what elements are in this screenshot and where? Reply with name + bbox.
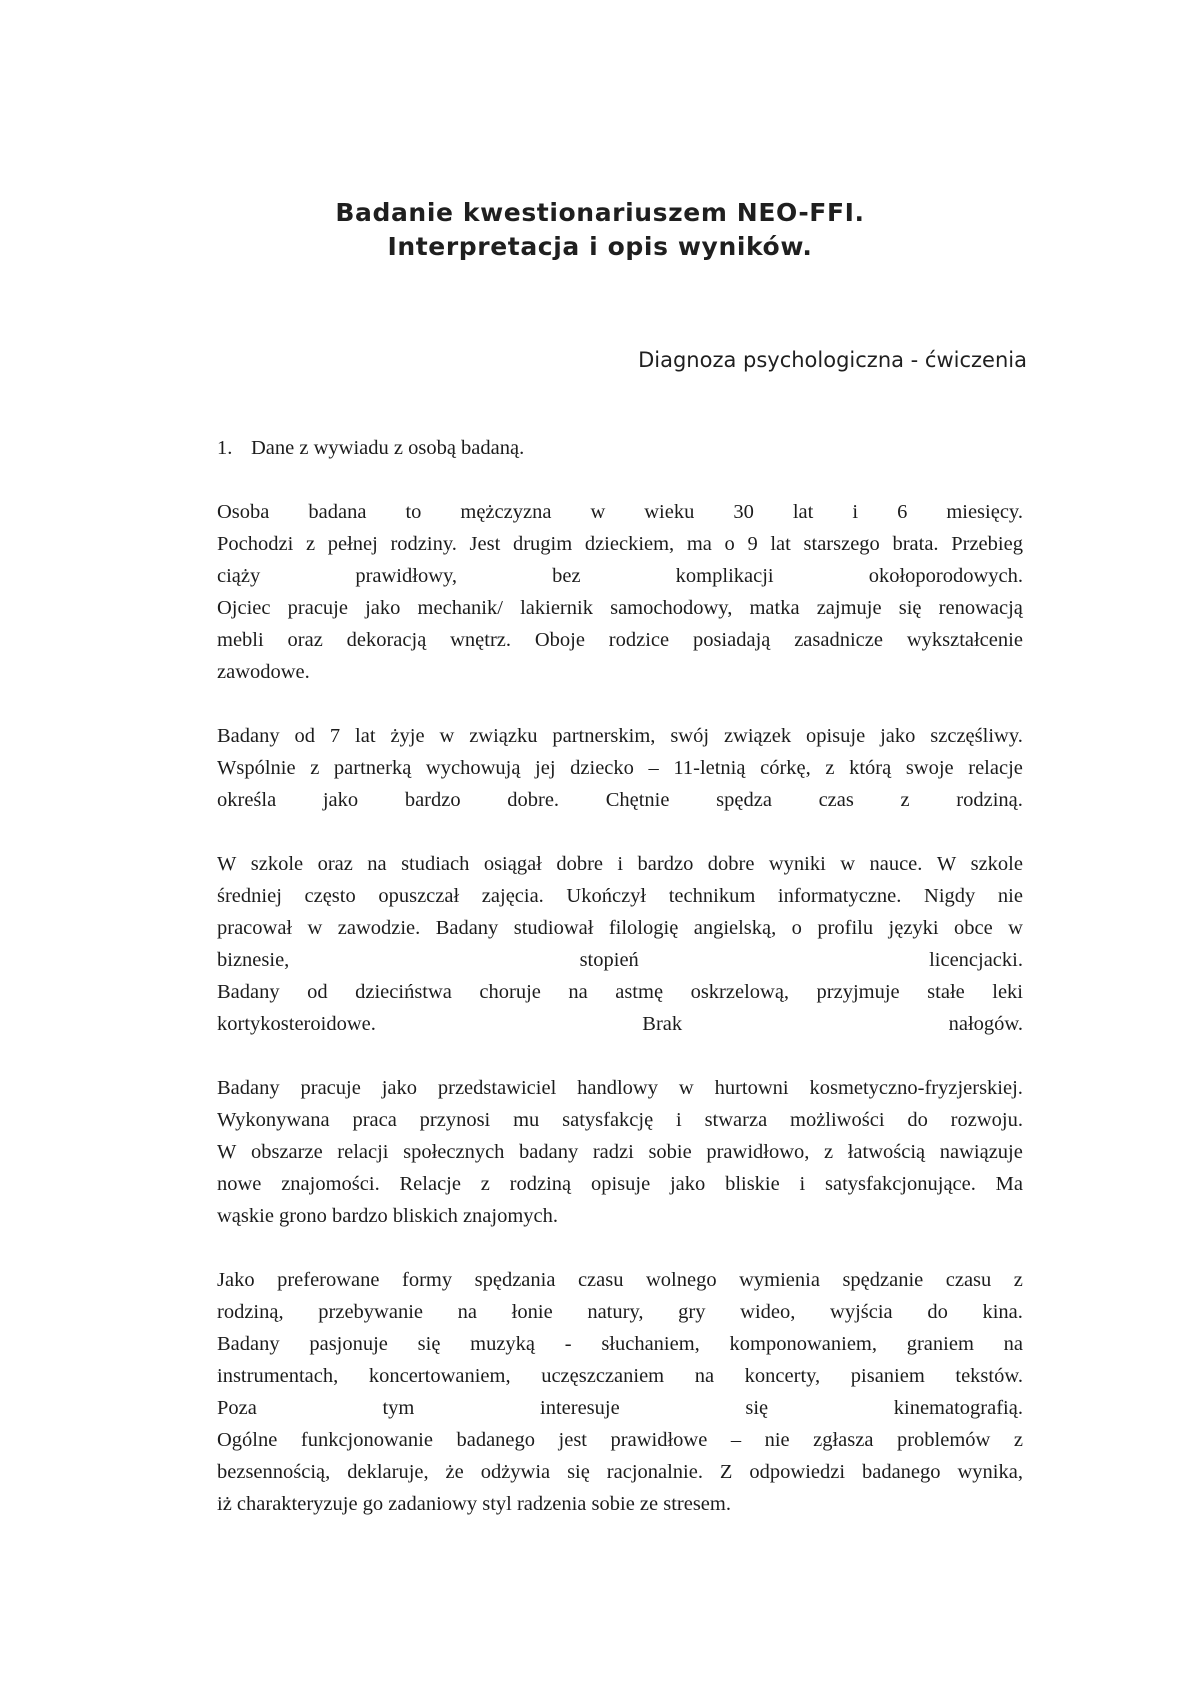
text-line: rodziną, przebywanie na łonie natury, gry wideo, wyjścia do kina.	[217, 1301, 1023, 1323]
paragraph	[217, 1264, 1023, 1520]
text-line: Pochodzi z pełnej rodziny. Jest drugim dzieckiem, ma o 9 lat starszego brata. Przebieg	[217, 533, 1023, 555]
text-line: wąskie grono bardzo bliskich znajomych.	[217, 1205, 559, 1227]
text-line: instrumentach, koncertowaniem, uczęszczaniem na koncerty, pisaniem tekstów.	[217, 1365, 1023, 1387]
title-line-1: Badanie kwestionariuszem NEO-FFI.	[335, 198, 865, 227]
paragraph	[217, 720, 1023, 816]
text-line: Badany pracuje jako przedstawiciel handlowy w hurtowni kosmetyczno-fryzjerskiej.	[217, 1077, 1023, 1099]
text-line: W szkole oraz na studiach osiągał dobre i bardzo dobre wyniki w nauce. W szkole	[217, 853, 1023, 875]
text-line: Poza tym interesuje się kinematografią.	[217, 1397, 1023, 1419]
document-subtitle: Diagnoza psychologiczna - ćwiczenia	[638, 348, 1027, 372]
text-line: iż charakteryzuje go zadaniowy styl radzenia sobie ze stresem.	[217, 1493, 731, 1515]
text-line: Badany pasjonuje się muzyką - słuchaniem, komponowaniem, graniem na	[217, 1333, 1023, 1355]
text-line: średniej często opuszczał zajęcia. Ukończył technikum informatyczne. Nigdy nie	[217, 885, 1023, 907]
text-line: zawodowe.	[217, 661, 310, 683]
title-line-2: Interpretacja i opis wyników.	[387, 232, 813, 261]
paragraph	[217, 496, 1023, 688]
text-line: określa jako bardzo dobre. Chętnie spędza czas z rodziną.	[217, 789, 1023, 811]
paragraph	[217, 848, 1023, 1040]
text-line: Ogólne funkcjonowanie badanego jest prawidłowe – nie zgłasza problemów z	[217, 1429, 1023, 1451]
text-line: pracował w zawodzie. Badany studiował filologię angielską, o profilu języki obce w	[217, 917, 1023, 939]
text-line: Wykonywana praca przynosi mu satysfakcję i stwarza możliwości do rozwoju.	[217, 1109, 1023, 1131]
section-number: 1.	[217, 437, 233, 459]
text-line: biznesie, stopień licencjacki.	[217, 949, 1023, 971]
text-line: Ojciec pracuje jako mechanik/ lakiernik samochodowy, matka zajmuje się renowacją	[217, 597, 1023, 619]
document-title	[0, 196, 1200, 264]
text-line: kortykosteroidowe. Brak nałogów.	[217, 1013, 1023, 1035]
text-line: bezsennością, deklaruje, że odżywia się racjonalnie. Z odpowiedzi badanego wynika,	[217, 1461, 1023, 1483]
text-line: Osoba badana to mężczyzna w wieku 30 lat i 6 miesięcy.	[217, 501, 1023, 523]
section-heading-text: Dane z wywiadu z osobą badaną.	[251, 437, 525, 459]
paragraph	[217, 1072, 1023, 1232]
text-line: Badany od dzieciństwa choruje na astmę oskrzelową, przyjmuje stałe leki	[217, 981, 1023, 1003]
text-line: Badany od 7 lat żyje w związku partnerskim, swój związek opisuje jako szczęśliwy.	[217, 725, 1023, 747]
text-line: nowe znajomości. Relacje z rodziną opisuje jako bliskie i satysfakcjonujące. Ma	[217, 1173, 1023, 1195]
text-line: W obszarze relacji społecznych badany radzi sobie prawidłowo, z łatwością nawiązuje	[217, 1141, 1023, 1163]
text-line: ciąży prawidłowy, bez komplikacji okołoporodowych.	[217, 565, 1023, 587]
text-line: Wspólnie z partnerką wychowują jej dziecko – 11-letnią córkę, z którą swoje relacje	[217, 757, 1023, 779]
text-line: mebli oraz dekoracją wnętrz. Oboje rodzice posiadają zasadnicze wykształcenie	[217, 629, 1023, 651]
paragraphs-container	[217, 496, 1023, 1520]
document-body	[217, 432, 1023, 1552]
section-heading	[217, 432, 1023, 464]
text-line: Jako preferowane formy spędzania czasu wolnego wymienia spędzanie czasu z	[217, 1269, 1023, 1291]
